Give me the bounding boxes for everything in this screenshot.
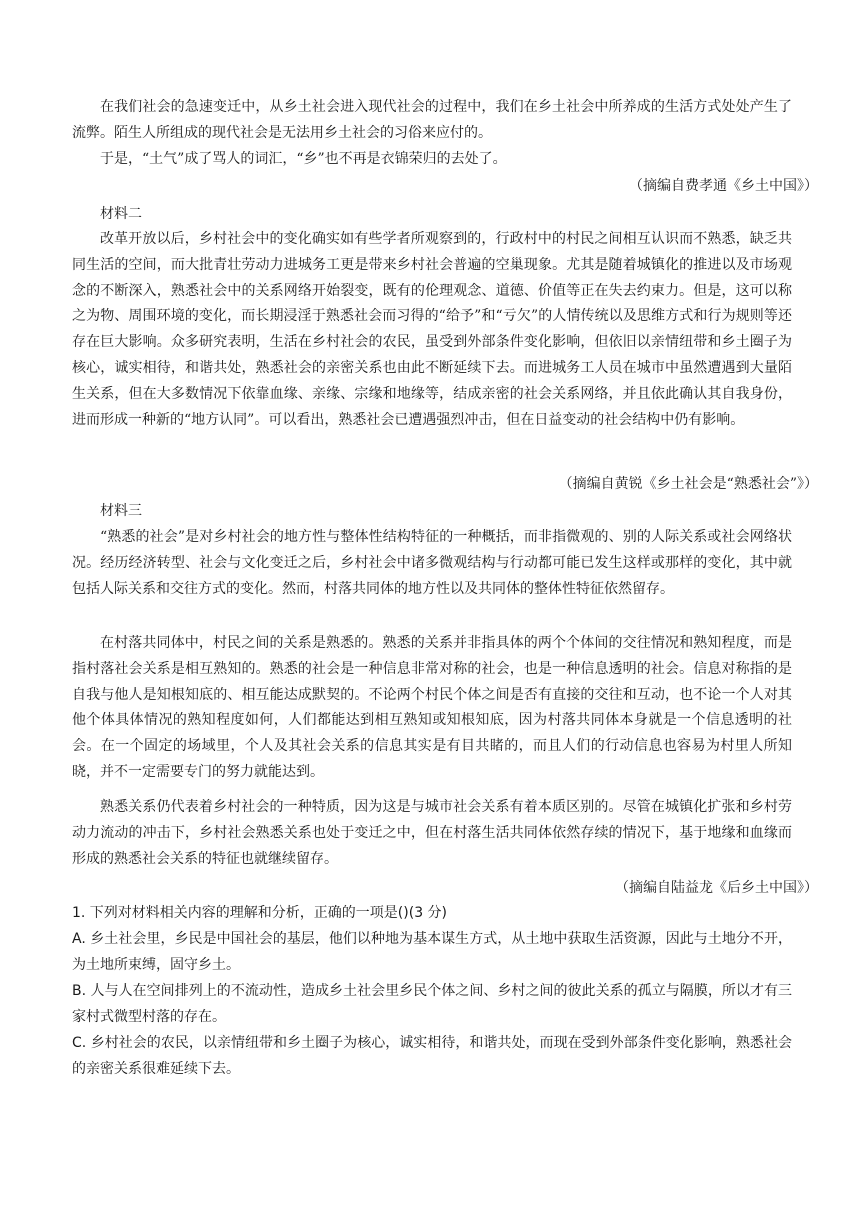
question-1-stem: 1. 下列对材料相关内容的理解和分析，正确的一项是()(3 分) — [72, 905, 448, 921]
material3-text-2: 在村落共同体中，村民之间的关系是熟悉的。熟悉的关系并非指具体的两个个体间的交往情况和熟知程度，而是指村落社会关系是相互熟知的。熟悉的社会是一种信息非常对称的社会，也是一种信息透明的社会。信息对称指的是自我与他人是知根知底的、相互能达成默契的。不论两个村民个体之间是否有直接的交往和互动，也不论一个人对其他个体具体情况的熟知程度如何，人们都能达到相互熟知或知根知底，因为村落共同体本身就是一个信息透明的社会。在一个固定的场域里，个人及其社会关系的信息其实是有目共睹的，而且人们的行动信息也容易为村里人所知晓，并不一定需要专门的努力就能达到。 — [72, 635, 792, 780]
question-1-option-c: C. 乡村社会的农民，以亲情纽带和乡土圈子为核心，诚实相待，和谐共处，而现在受到外部条件变化影响，熟悉社会的亲密关系很难延续下去。 — [72, 1035, 792, 1077]
material3-text-3: 熟悉关系仍代表着乡村社会的一种特质，因为这是与城市社会关系有着本质区别的。尽管在城镇化扩张和乡村劳动力流动的冲击下，乡村社会熟悉关系也处于变迁之中，但在村落生活共同体依然存续的情况下，基于地缘和血缘而形成的熟悉社会关系的特征也就继续留存。 — [72, 799, 792, 867]
material3-paragraph-1 — [72, 525, 792, 602]
material3-paragraph-3 — [72, 795, 792, 872]
material2-paragraph-1 — [72, 227, 792, 433]
material2-source: （摘编自黄锐《乡土社会是“熟悉社会”》） — [558, 476, 818, 492]
material3-heading: 材料三 — [100, 503, 142, 519]
material1-paragraph-2 — [72, 147, 792, 173]
material1-source: （摘编自费孝通《乡土中国》） — [629, 178, 818, 194]
material2-text-1: 改革开放以后，乡村社会中的变化确实如有些学者所观察到的，行政村中的村民之间相互认识而不熟悉，缺乏共同生活的空间，而大批青壮劳动力进城务工更是带来乡村社会普遍的空巢现象。尤其是随着城镇化的推进以及市场观念的不断深入，熟悉社会中的关系网络开始裂变，既有的伦理观念、道德、价值等正在失去约束力。但是，这可以称之为物、周围环境的变化，而长期浸淫于熟悉社会而习得的“给予”和“亏欠”的人情传统以及思维方式和行为规则等还存在巨大影响。众多研究表明，生活在乡村社会的农民，虽受到外部条件变化影响，但依旧以亲情纽带和乡土圈子为核心，诚实相待，和谐共处，熟悉社会的亲密关系也由此不断延续下去。而进城务工人员在城市中虽然遭遇到大量陌生关系，但在大多数情况下依靠血缘、亲缘、宗缘和地缘等，结成亲密的社会关系网络，并且依此确认其自我身份，进而形成一种新的“地方认同”。可以看出，熟悉社会已遭遇强烈冲击，但在日益变动的社会结构中仍有影响。 — [72, 231, 792, 428]
question-1-option-a: A. 乡土社会里，乡民是中国社会的基层，他们以种地为基本谋生方式，从土地中获取生活资源，因此与土地分不开，为土地所束缚，固守乡土。 — [72, 931, 792, 973]
material1-text-1: 在我们社会的急速变迁中，从乡土社会进入现代社会的过程中，我们在乡土社会中所养成的生活方式处处产生了流弊。陌生人所组成的现代社会是无法用乡土社会的习俗来应付的。 — [72, 99, 792, 141]
material1-paragraph-1 — [72, 95, 792, 147]
material3-text-1: “熟悉的社会”是对乡村社会的地方性与整体性结构特征的一种概括，而非指微观的、别的人际关系或社会网络状况。经历经济转型、社会与文化变迁之后，乡村社会中诸多微观结构与行动都可能已发生这样或那样的变化，其中就包括人际关系和交往方式的变化。然而，村落共同体的地方性以及共同体的整体性特征依然留存。 — [72, 529, 792, 597]
material3-paragraph-2 — [72, 631, 792, 786]
material3-source: （摘编自陆益龙《后乡土中国》） — [615, 880, 818, 896]
material1-text-2: 于是，“土气”成了骂人的词汇，“乡”也不再是衣锦荣归的去处了。 — [100, 151, 507, 167]
question-1-option-b: B. 人与人在空间排列上的不流动性，造成乡土社会里乡民个体之间、乡村之间的彼此关系的孤立与隔膜，所以才有三家村式微型村落的存在。 — [72, 983, 792, 1025]
material2-heading: 材料二 — [100, 206, 142, 222]
